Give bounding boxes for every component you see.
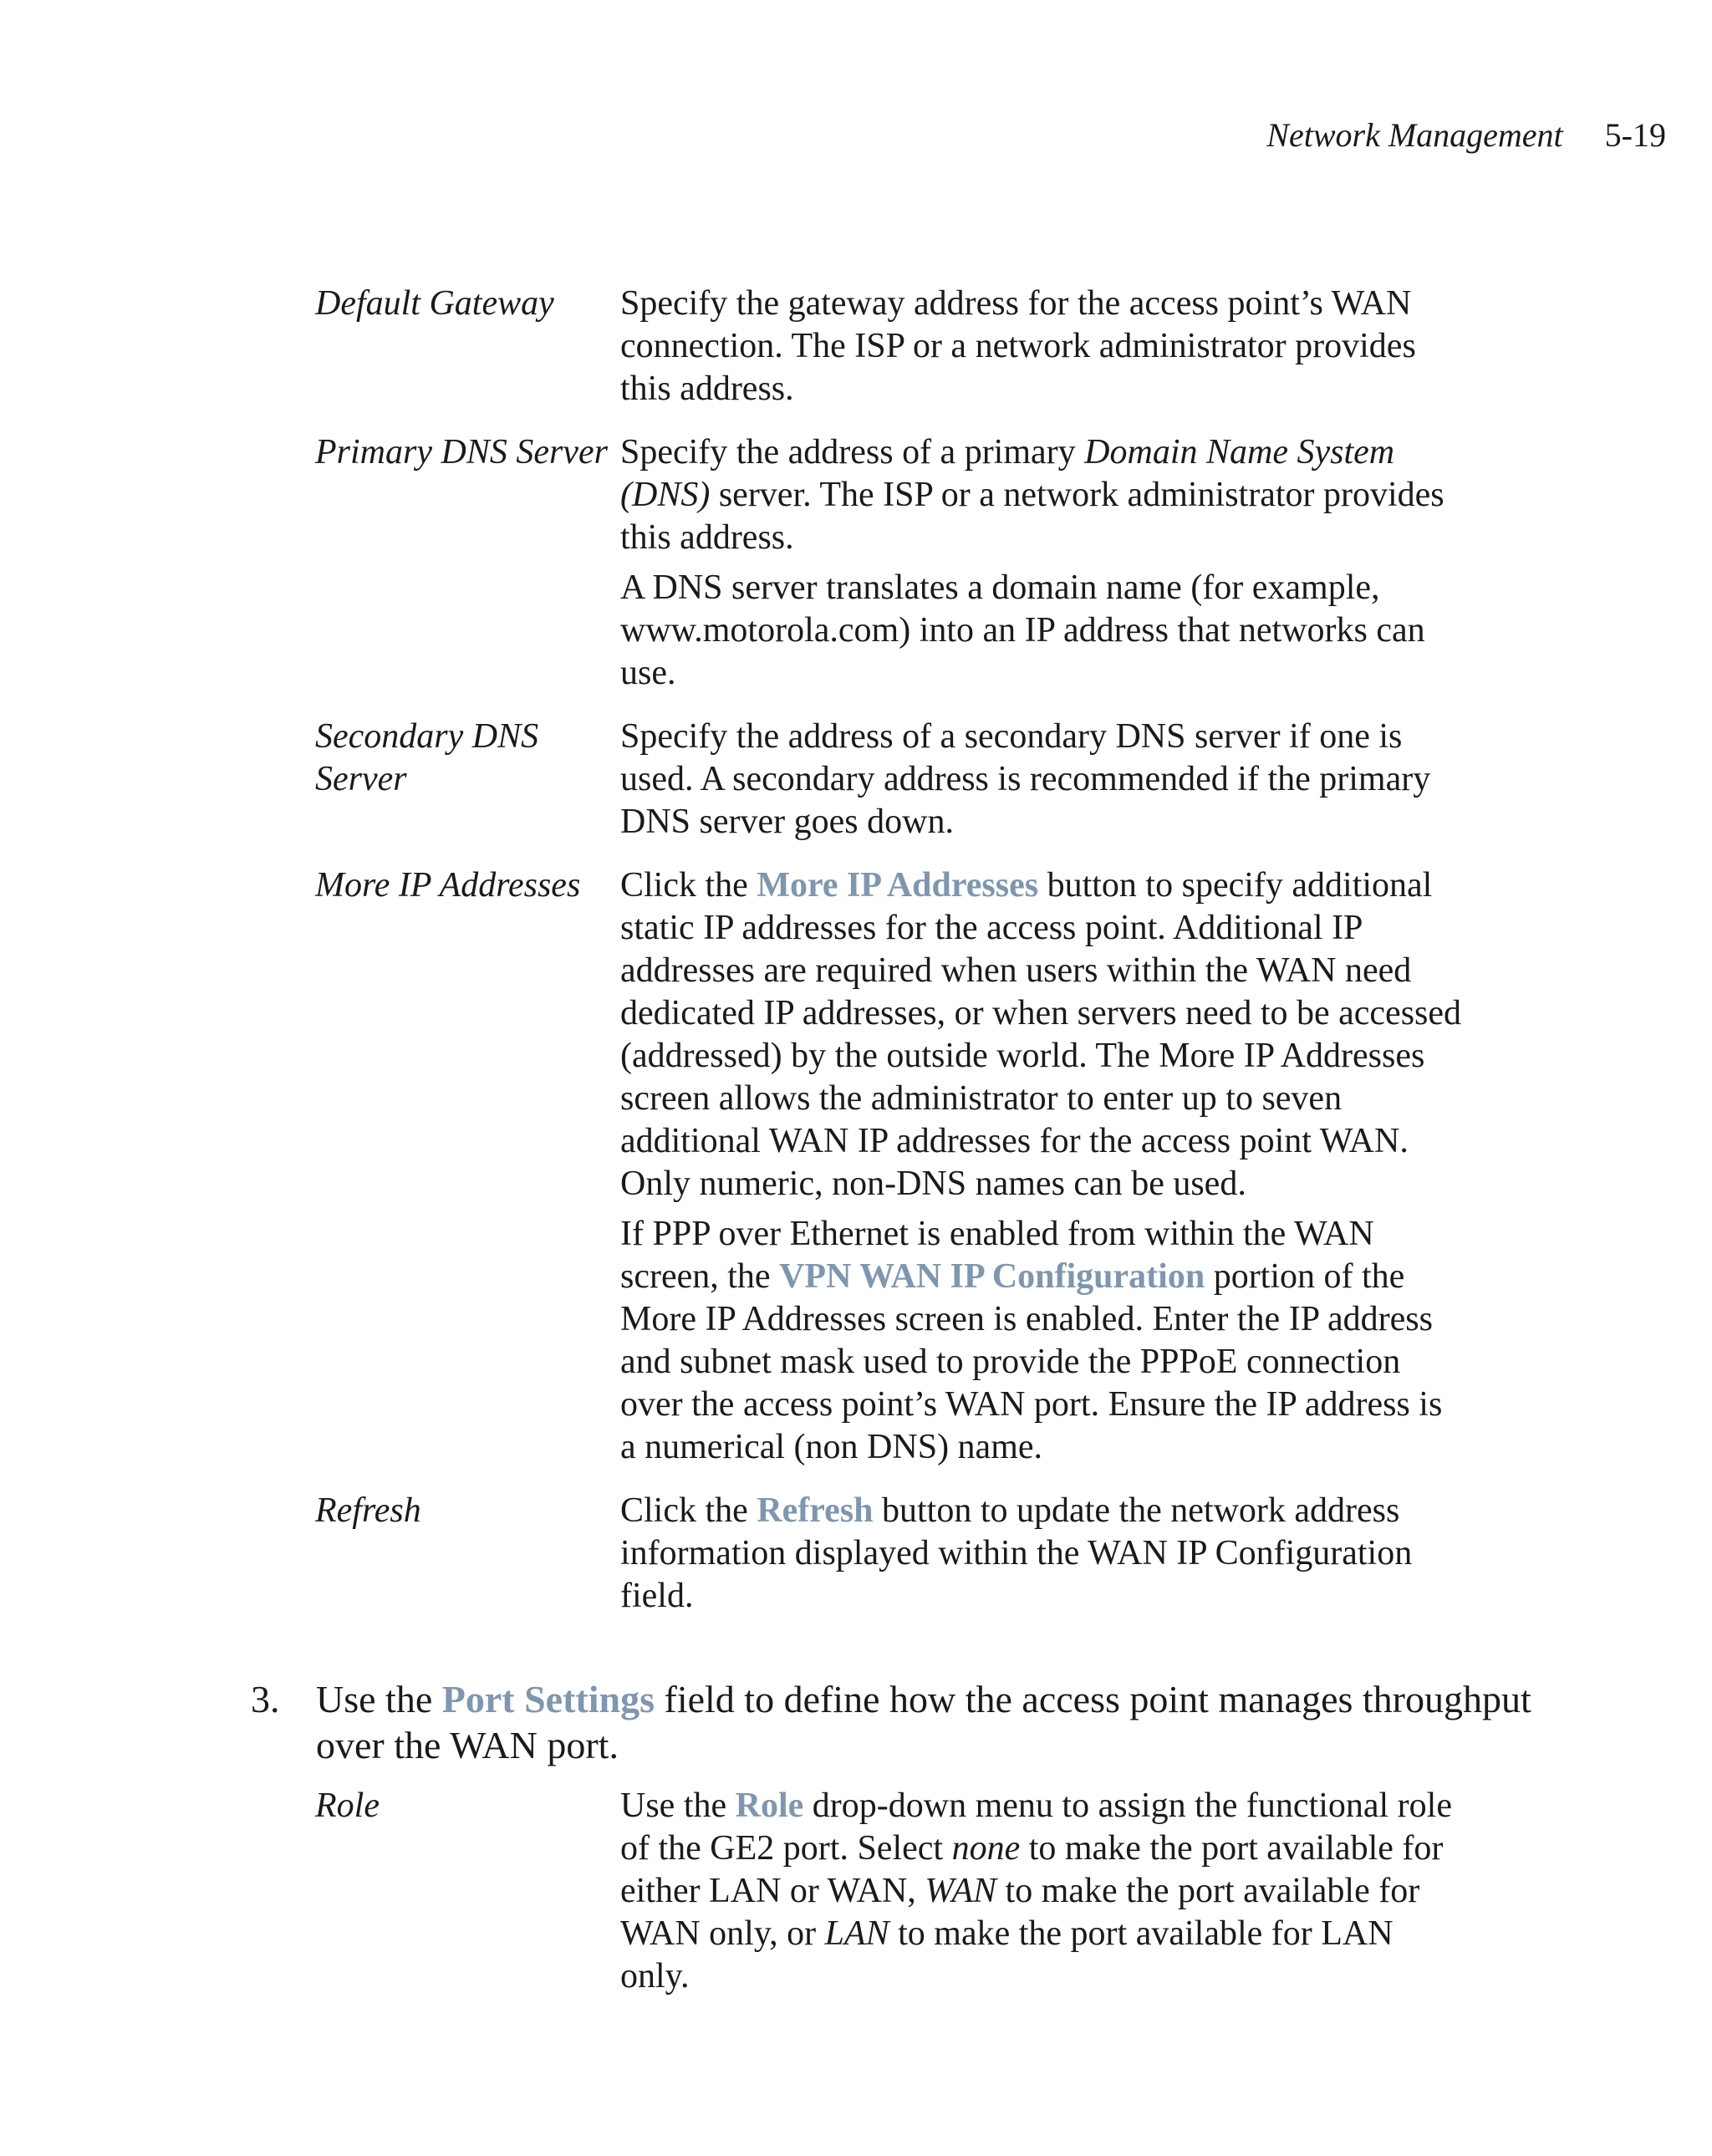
description-primary-dns-server xyxy=(620,431,1465,695)
step-3 xyxy=(251,1676,1555,1768)
step-number: 3. xyxy=(251,1678,280,1720)
page-number: 5-19 xyxy=(1604,116,1666,154)
emphasis-domain-name-system: Domain Name System (DNS) xyxy=(620,433,1395,514)
term-default-gateway: Default Gateway xyxy=(315,284,554,323)
paragraph: Specify the address of a primary Domain Name System (DNS) server. The ISP or a network administrator provides this address. xyxy=(620,433,1444,557)
paragraph: A DNS server translates a domain name (for example, www.motorola.com) into an IP address that networks can use. xyxy=(620,568,1425,692)
ui-keyword-port-settings: Port Settings xyxy=(441,1678,655,1720)
definition-list xyxy=(315,283,1469,1639)
description-default-gateway xyxy=(620,283,1465,410)
paragraph: Click the Refresh button to update the network address information displayed within the WAN IP Configuration field. xyxy=(620,1491,1413,1615)
term-primary-dns-server: Primary DNS Server xyxy=(315,433,608,471)
paragraph: Use the Role drop-down menu to assign the functional role of the GE2 port. Select none to make the port available for either LAN or WAN, WAN to make the port available for WAN only, or LAN to make the port available for LAN only. xyxy=(620,1786,1452,1995)
ui-keyword-role: Role xyxy=(735,1786,804,1825)
running-header-section: Network Management xyxy=(1266,116,1563,154)
term-secondary-dns-server: Secondary DNS Server xyxy=(315,717,539,798)
emphasis-wan: WAN xyxy=(925,1872,997,1910)
term-role: Role xyxy=(315,1786,380,1825)
emphasis-lan: LAN xyxy=(824,1914,889,1953)
definition-row-primary-dns xyxy=(315,431,1469,695)
term-more-ip-addresses: More IP Addresses xyxy=(315,866,581,905)
ui-keyword-vpn-wan-ip-configuration: VPN WAN IP Configuration xyxy=(779,1257,1205,1296)
ui-keyword-refresh: Refresh xyxy=(757,1491,874,1530)
paragraph: If PPP over Ethernet is enabled from within the WAN screen, the VPN WAN IP Configuration portion of the More IP Addresses screen is enabled. Enter the IP address and subnet mask used to provide the PPPoE connection over the access point’s WAN port. Ensure the IP address is a numerical (non DNS) name. xyxy=(620,1215,1443,1466)
paragraph: Click the More IP Addresses button to specify additional static IP addresses for the access point. Additional IP addresses are required when users within the WAN need dedicated IP addresses, or when servers need to be accessed (addressed) by the outside world. The More IP Addresses screen allows the administrator to enter up to seven additional WAN IP addresses for the access point WAN. Only numeric, non-DNS names can be used. xyxy=(620,866,1462,1203)
paragraph: Specify the gateway address for the access point’s WAN connection. The ISP or a network administrator provides this address. xyxy=(620,284,1416,408)
description-secondary-dns-server xyxy=(620,716,1465,844)
term-refresh: Refresh xyxy=(315,1491,421,1530)
step-text: Use the Port Settings field to define how the access point manages throughput over the WAN port. xyxy=(316,1678,1531,1766)
emphasis-none: none xyxy=(951,1829,1021,1868)
definition-row-refresh xyxy=(315,1490,1469,1618)
description-more-ip-addresses xyxy=(620,864,1465,1469)
description-refresh xyxy=(620,1490,1465,1618)
definition-row-more-ip-addresses xyxy=(315,864,1469,1469)
ui-keyword-more-ip-addresses: More IP Addresses xyxy=(757,866,1039,905)
definition-row-secondary-dns xyxy=(315,716,1469,844)
definition-row-default-gateway xyxy=(315,283,1469,410)
page-header xyxy=(1266,115,1666,155)
definition-list-port-settings xyxy=(315,1785,1469,2019)
paragraph: Specify the address of a secondary DNS server if one is used. A secondary address is recommended if the primary DNS server goes down. xyxy=(620,717,1431,841)
description-role xyxy=(620,1785,1465,1998)
definition-row-role xyxy=(315,1785,1469,1998)
